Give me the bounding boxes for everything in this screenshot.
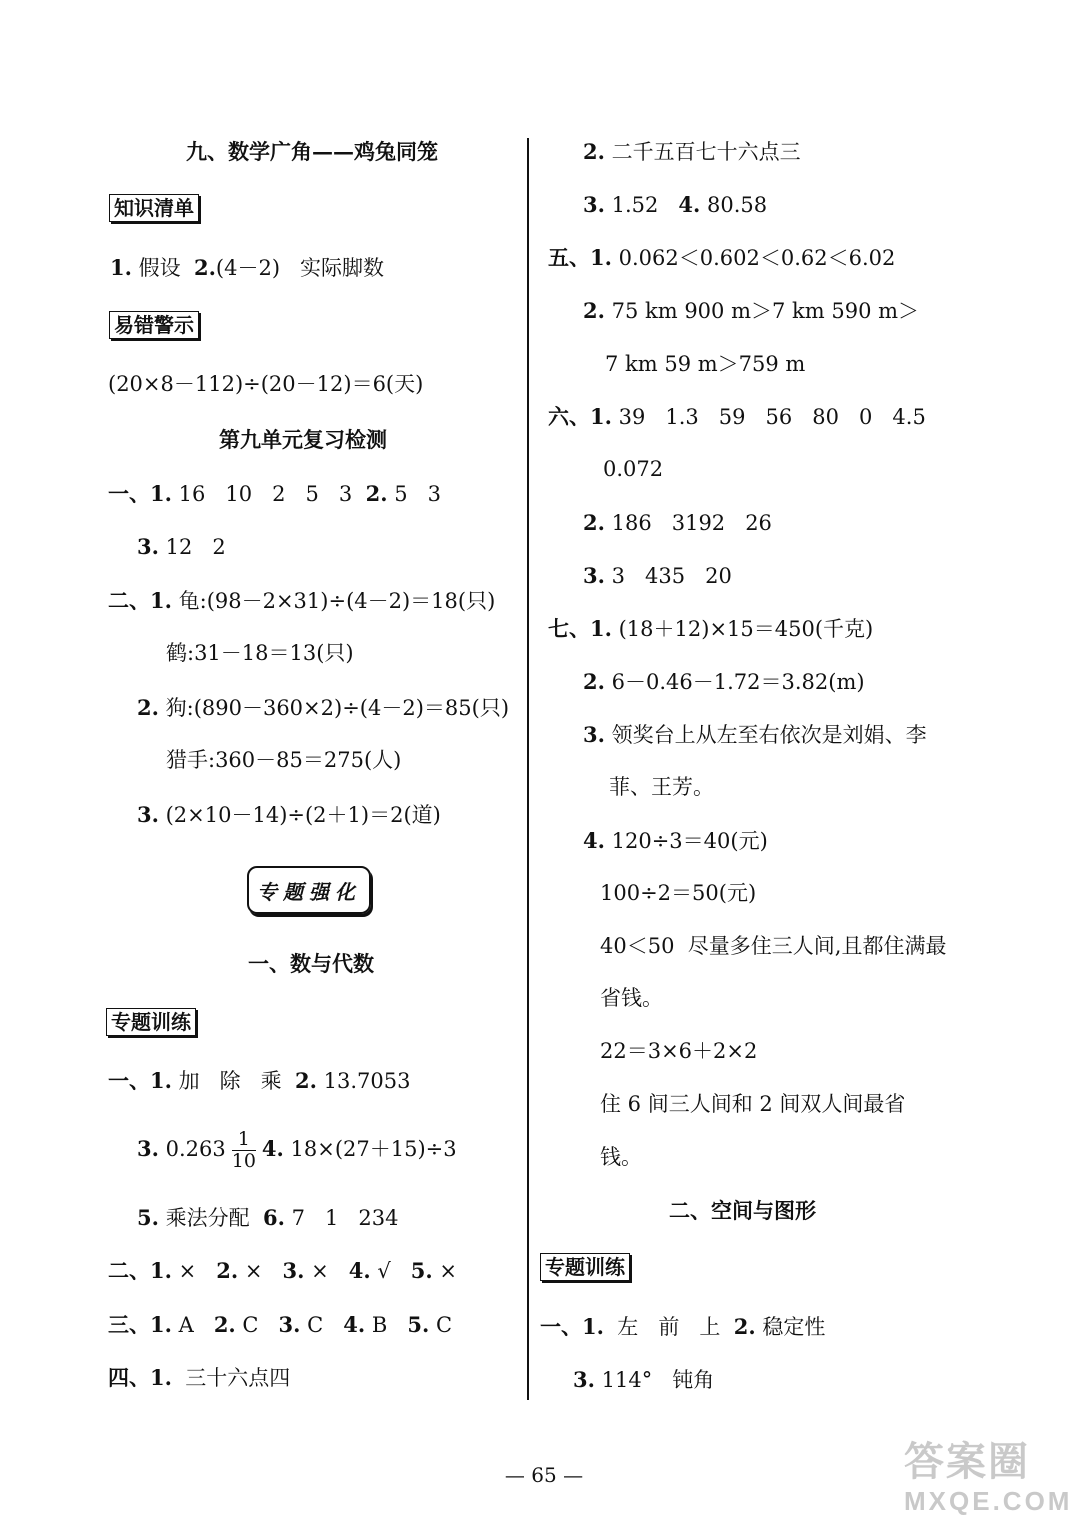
review-part2-item2 [137, 697, 509, 719]
answer-text: 39 1.3 59 56 80 0 4.5 [611, 405, 926, 429]
item-number: 2. [733, 1314, 756, 1339]
review-title: 第九单元复习检测 [219, 427, 387, 452]
answer-text: × [304, 1259, 349, 1283]
part-prefix: 七、1. [548, 616, 612, 641]
watermark-url: MXQE.COM [904, 1486, 1073, 1516]
part7-item3-continued: 菲、王芳。 [609, 775, 714, 799]
column-divider [527, 138, 529, 1400]
item-number: 3. [137, 1136, 159, 1161]
item-number: 2. [213, 1312, 236, 1337]
number-algebra-title: 一、数与代数 [248, 951, 374, 976]
review-part1-item3 [137, 536, 226, 558]
fraction-numerator: 1 [232, 1129, 256, 1151]
item-number: 2. [583, 510, 605, 535]
item-number: 4. [343, 1312, 366, 1337]
item-number: 2. [365, 481, 388, 506]
review-part2-crane: 鹤:31－18＝13(只) [166, 641, 354, 665]
part-prefix: 一、1. [108, 1068, 172, 1093]
answer-text: 18×(27＋15)÷3 [283, 1137, 457, 1161]
answer-text: 狗:(890－360×2)÷(4－2)＝85(只) [158, 696, 510, 720]
page-number: — 65 — [504, 1463, 584, 1487]
answer-text: (2×10－14)÷(2＋1)＝2(道) [158, 803, 441, 827]
answer-text: B [365, 1313, 408, 1337]
item-number: 4. [678, 192, 701, 217]
answer-text: 左 前 上 [603, 1315, 734, 1339]
answer-text: 0.263 [158, 1137, 226, 1161]
answer-text: 加 除 乘 [171, 1069, 296, 1093]
part7-item4-step4: 省钱。 [600, 986, 663, 1010]
answer-text: (18＋12)×15＝450(千克) [611, 617, 874, 641]
item-number: 2. [295, 1068, 317, 1093]
part-prefix: 六、1. [548, 404, 612, 429]
answer-text: 稳定性 [755, 1315, 826, 1339]
item-number: 2. [583, 139, 605, 164]
training-box: 专题训练 [106, 1008, 196, 1036]
item-number: 1. [110, 255, 132, 280]
part7-item4-step7: 钱。 [600, 1145, 642, 1169]
answer-text: 3 435 20 [604, 564, 732, 588]
training-part1-line [108, 1070, 410, 1092]
training-part1-item5-line [137, 1207, 398, 1229]
item-number: 3. [583, 563, 605, 588]
training-part4-line [108, 1367, 290, 1389]
part-prefix: 四、1. [108, 1365, 172, 1390]
space-part1-line [540, 1316, 825, 1338]
review-part2-item3 [137, 804, 441, 826]
part7-item1-line [548, 618, 873, 640]
part6-item2-line [583, 512, 772, 534]
part6-item1-continued: 0.072 [603, 457, 664, 481]
part-prefix: 一、1. [108, 481, 172, 506]
answer-text: 乘法分配 [158, 1206, 263, 1230]
section-title-chicken-rabbit: 九、数学广角——鸡兔同笼 [186, 139, 438, 164]
answer-text: 80.58 [700, 193, 768, 217]
right-item3-line [583, 194, 767, 216]
answer-text: 120÷3＝40(元) [604, 829, 768, 853]
answer-text: 6－0.46－1.72＝3.82(m) [604, 670, 865, 694]
part6-item3-line [583, 565, 732, 587]
item-number: 3. [583, 192, 605, 217]
fraction-denominator: 10 [231, 1150, 256, 1172]
training-part1-item3-line [137, 1126, 457, 1172]
item-number: 2. [583, 298, 605, 323]
item-number: 4. [261, 1136, 284, 1161]
answer-text: A [171, 1313, 214, 1337]
mistake-warning-box: 易错警示 [109, 311, 199, 339]
answer-text: 0.062＜0.602＜0.62＜6.02 [611, 246, 896, 270]
answer-text: × [171, 1259, 217, 1283]
item-number: 3. [583, 722, 605, 747]
answer-text: 7 1 234 [284, 1206, 399, 1230]
answer-text: (4－2) 实际脚数 [215, 256, 385, 280]
right-item2-line [583, 141, 801, 163]
part7-item4-step6: 住 6 间三人间和 2 间双人间最省 [600, 1092, 906, 1116]
answer-text: 领奖台上从左至右依次是刘娟、李 [604, 723, 927, 747]
part-prefix: 一、1. [540, 1314, 604, 1339]
item-number: 4. [583, 828, 605, 853]
part-prefix: 二、1. [108, 1258, 172, 1283]
training-part2-line [108, 1260, 457, 1282]
part7-item4-step2: 100÷2＝50(元) [600, 881, 757, 905]
item-number: 4. [348, 1258, 371, 1283]
knowledge-answer-line [110, 257, 384, 279]
item-number: 3. [573, 1367, 595, 1392]
part6-item1-line [548, 406, 926, 428]
mistake-answer-line: (20×8－112)÷(20－12)＝6(天) [108, 372, 424, 396]
answer-text: 16 10 2 5 3 [171, 482, 366, 506]
space-geometry-title: 二、空间与图形 [669, 1198, 816, 1223]
part7-item4-step5: 22＝3×6＋2×2 [600, 1039, 758, 1063]
part-prefix: 三、1. [108, 1312, 172, 1337]
item-number: 2. [137, 695, 159, 720]
review-part2-hunter: 猎手:360－85＝275(人) [166, 748, 402, 772]
part7-item3-line [583, 724, 927, 746]
answer-text: 三十六点四 [171, 1366, 291, 1390]
review-part2-line [108, 590, 495, 612]
answer-text: 1.52 [604, 193, 679, 217]
item-number: 3. [282, 1258, 305, 1283]
item-number: 2. [193, 255, 216, 280]
training-box-2: 专题训练 [540, 1253, 630, 1281]
part5-item1-line [548, 247, 895, 269]
answer-text: 13.7053 [316, 1069, 411, 1093]
space-part1-item3 [573, 1369, 714, 1391]
answer-text: 二千五百七十六点三 [604, 140, 801, 164]
item-number: 6. [262, 1205, 285, 1230]
fraction-one-tenth [232, 1129, 256, 1172]
item-number: 3. [137, 802, 159, 827]
special-topic-badge: 专题强化 [247, 866, 371, 914]
training-part3-line [108, 1314, 452, 1336]
part-prefix: 二、1. [108, 588, 172, 613]
answer-text: C [429, 1313, 453, 1337]
part5-item2-line [583, 300, 919, 322]
answer-text: × [238, 1259, 283, 1283]
item-number: 3. [137, 534, 159, 559]
item-number: 5. [137, 1205, 159, 1230]
answer-text: C [235, 1313, 279, 1337]
answer-text: × [432, 1259, 457, 1283]
item-number: 5. [410, 1258, 433, 1283]
answer-text: 186 3192 26 [604, 511, 772, 535]
watermark-logo-text: 答案圈 [904, 1440, 1030, 1484]
item-number: 3. [278, 1312, 301, 1337]
part5-item2-continued: 7 km 59 m＞759 m [605, 352, 806, 376]
answer-text: 75 km 900 m＞7 km 590 m＞ [604, 299, 920, 323]
review-part1-line [108, 483, 441, 505]
item-number: 2. [583, 669, 605, 694]
answer-text: 假设 [131, 256, 194, 280]
part-prefix: 五、1. [548, 245, 612, 270]
answer-text: √ [370, 1259, 411, 1283]
answer-text: 114° 钝角 [594, 1368, 715, 1392]
answer-text: 5 3 [387, 482, 441, 506]
item-number: 5. [407, 1312, 430, 1337]
item-number: 2. [216, 1258, 239, 1283]
site-watermark [904, 1442, 1074, 1522]
part7-item2-line [583, 671, 865, 693]
answer-text: C [300, 1313, 344, 1337]
part7-item4-step3: 40＜50 尽量多住三人间,且都住满最 [600, 934, 947, 958]
answer-text: 龟:(98－2×31)÷(4－2)＝18(只) [171, 589, 496, 613]
knowledge-list-box: 知识清单 [109, 194, 199, 222]
part7-item4-line [583, 830, 768, 852]
answer-text: 12 2 [158, 535, 226, 559]
